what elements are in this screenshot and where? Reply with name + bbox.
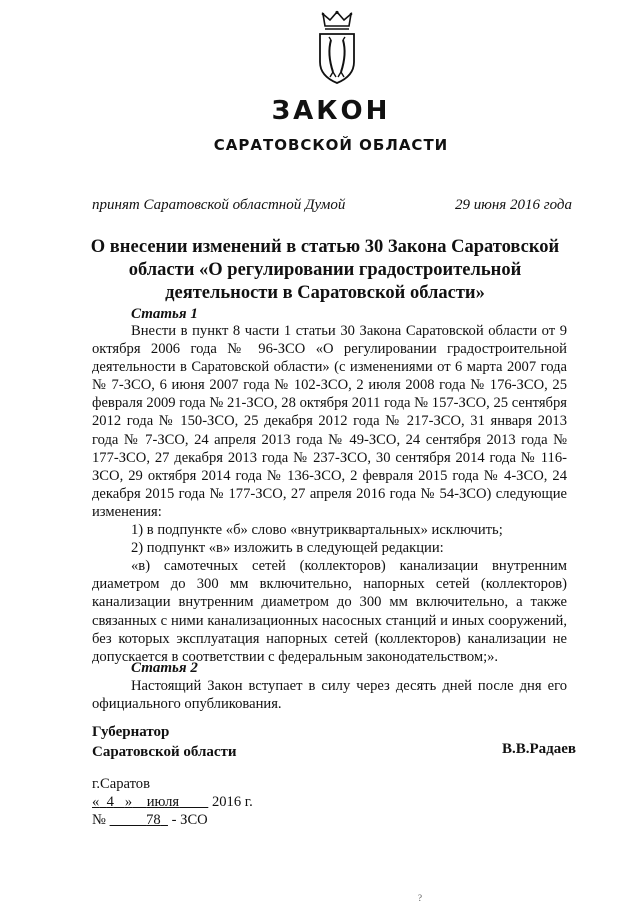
footer-mark: ? bbox=[418, 893, 422, 903]
article-1-body bbox=[92, 322, 567, 666]
adopted-by: принят Саратовской областной Думой bbox=[92, 197, 346, 213]
date-month: июля bbox=[146, 794, 180, 810]
saratov-coat-of-arms-icon bbox=[313, 10, 361, 86]
date-close-quote: » bbox=[124, 794, 133, 810]
number-prefix: № bbox=[92, 812, 106, 828]
article-2-heading: Статья 2 bbox=[131, 660, 198, 676]
article-1-paragraph: 2) подпункт «в» изложить в следующей редакции: bbox=[131, 540, 444, 557]
signatory-title-line: Губернатор bbox=[92, 724, 170, 740]
number-suffix: - ЗСО bbox=[171, 812, 208, 828]
document-subtitle: САРАТОВСКОЙ ОБЛАСТИ bbox=[213, 136, 449, 154]
article-2-body bbox=[92, 677, 567, 713]
registration-block bbox=[92, 775, 253, 829]
law-number bbox=[92, 811, 253, 829]
adoption-date: 29 июня 2016 года bbox=[455, 197, 572, 213]
signatory-name: В.В.Радаев bbox=[502, 741, 577, 757]
article-1-paragraph: 1) в подпункте «б» слово «внутриквартальных» исключить; bbox=[131, 522, 503, 539]
article-2-paragraph: Настоящий Закон вступает в силу через десять дней после дня его официального опубликования. bbox=[92, 678, 567, 713]
article-1-paragraph: Внести в пункт 8 части 1 статьи 30 Закона Саратовской области от 9 октября 2006 года № 96-ЗСО «О регулировании градостроительной деятельности в Саратовской области» (с изменениями от 6 марта 2007 года № 7-ЗСО, 6 июня 2007 года № 102-ЗСО, 2 июля 2008 года № 176-ЗСО, 25 февраля 2009 года № 21-ЗСО, 28 октября 2011 года № 157-ЗСО, 25 сентября 2012 года № 150-ЗСО, 25 декабря 2012 года № 217-ЗСО, 31 января 2013 года № 7-ЗСО, 24 апреля 2013 года № 49-ЗСО, 24 сентября 2013 года № 177-ЗСО, 27 декабря 2013 года № 237-ЗСО, 30 сентября 2014 года № 116-ЗСО, 29 октября 2014 года № 136-ЗСО, 2 февраля 2015 года № 4-ЗСО, 24 декабря 2015 года № 177-ЗСО, 27 апреля 2016 года № 54-ЗСО) следующие изменения: bbox=[92, 323, 567, 520]
law-title-line: О внесении изменений в статью 30 Закона Саратовской bbox=[90, 237, 560, 257]
law-title-line: области «О регулировании градостроительной bbox=[128, 260, 522, 280]
number-value: 78 bbox=[146, 812, 161, 828]
signatory-title-line: Саратовской области bbox=[92, 744, 237, 760]
date-year: 2016 г. bbox=[211, 794, 253, 810]
date-day: 4 bbox=[106, 794, 114, 810]
article-1-heading: Статья 1 bbox=[131, 306, 198, 322]
article-1-paragraph: «в) самотечных сетей (коллекторов) канализации внутренним диаметром до 300 мм включительно, напорных сетей (коллекторов) канализации внутренним диаметром до 300 мм включительно, а также связанных с ними канализационных насосных станций и иных сооружений, без которых эксплуатация напорных сетей (коллекторов) канализации не допускается в соответствии с федеральным законодательством;». bbox=[92, 558, 567, 665]
signing-date bbox=[92, 793, 253, 811]
law-title bbox=[80, 236, 570, 305]
city: г.Саратов bbox=[92, 776, 150, 792]
law-title-line: деятельности в Саратовской области» bbox=[165, 283, 485, 303]
document-title: ЗАКОН bbox=[271, 96, 391, 126]
signatory-title bbox=[92, 722, 237, 762]
adoption-line bbox=[92, 197, 572, 214]
date-open-quote: « bbox=[92, 794, 100, 810]
